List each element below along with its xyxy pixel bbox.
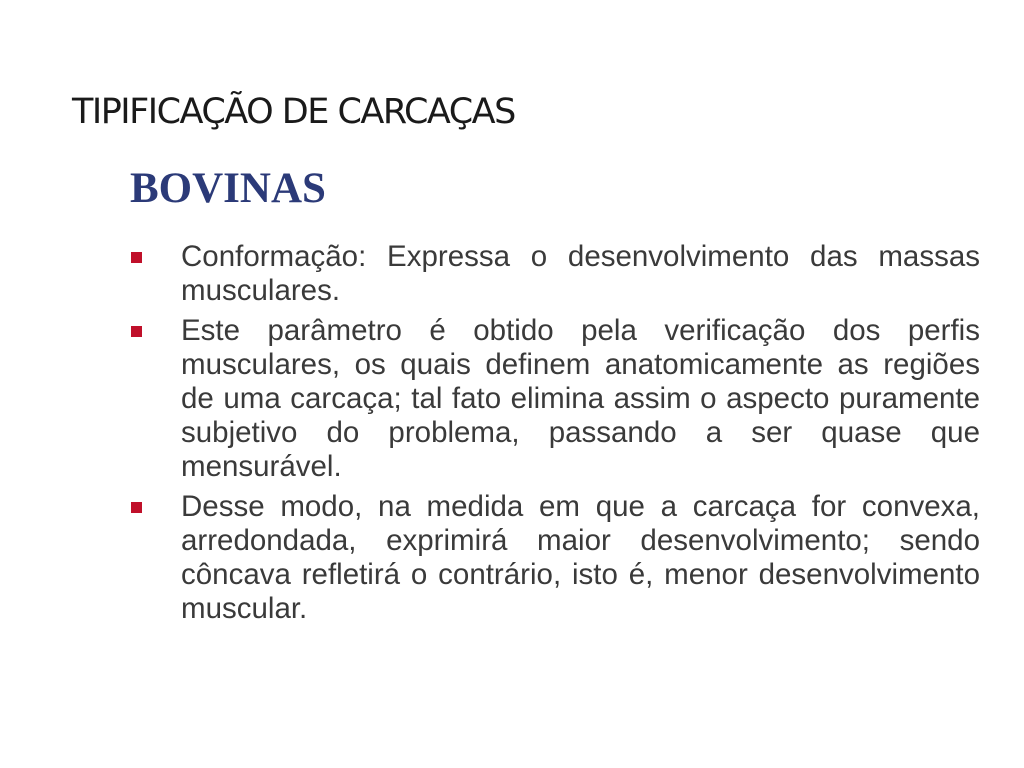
square-bullet-icon [131,502,142,513]
bullet-text: Desse modo, na medida em que a carcaça for convexa, arredondada, exprimirá maior desenvolvimento; sendo côncava refletirá o contrário, isto é, menor desenvolvimento muscular. [181,490,980,625]
bullet-item [128,490,980,626]
slide-title: TIPIFICAÇÃO DE CARCAÇAS [72,92,515,132]
bullet-text: Conformação: Expressa o desenvolvimento das massas musculares. [181,240,980,307]
bullet-item [128,240,980,308]
square-bullet-icon [131,326,142,337]
bullet-text: Este parâmetro é obtido pela verificação dos perfis musculares, os quais definem anatomicamente as regiões de uma carcaça; tal fato elimina assim o aspecto puramente subjetivo do problema, passando a ser quase que mensurável. [181,314,980,483]
square-bullet-icon [131,252,142,263]
bullet-item [128,314,980,484]
bullet-list [128,240,980,632]
slide-subtitle: BOVINAS [130,165,326,212]
